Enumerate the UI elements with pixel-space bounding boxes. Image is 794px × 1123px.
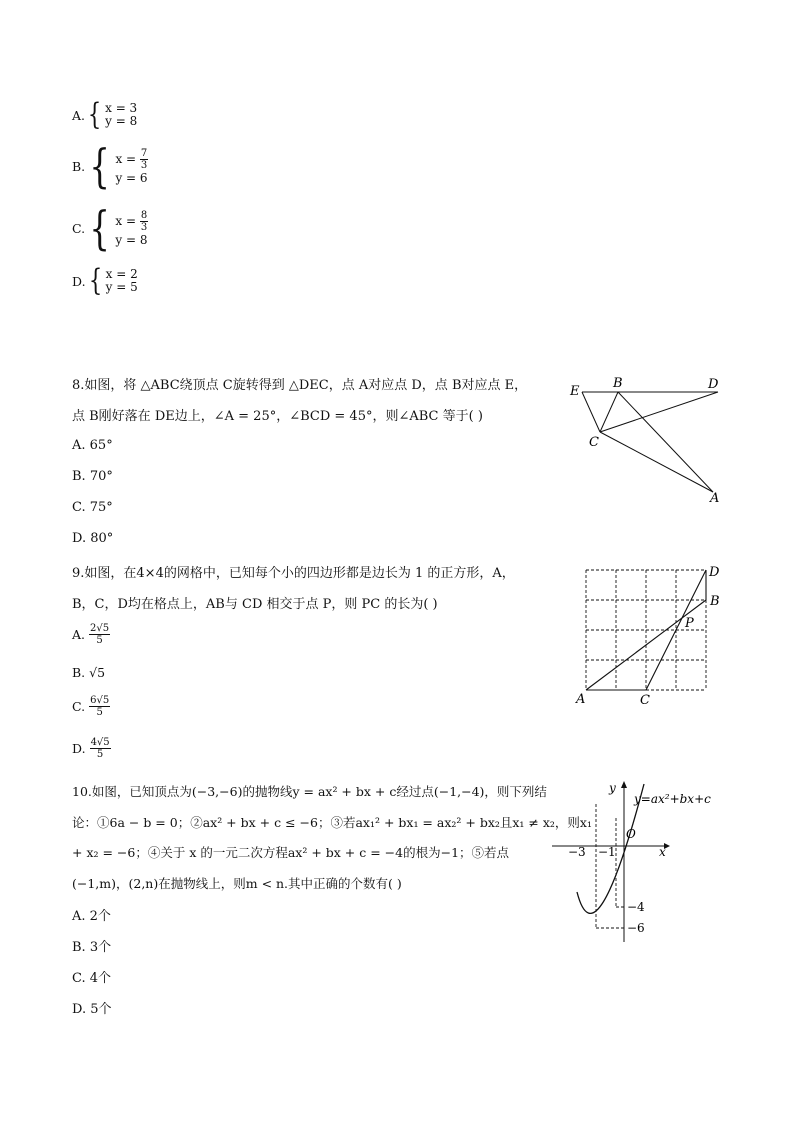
label-A: A [576,692,586,707]
label-E: E [570,384,580,399]
label-P: P [685,616,694,631]
tick-label-neg6: −6 [627,921,645,935]
x-axis-label: x [659,845,666,859]
segment-DC [600,392,718,432]
equation-system [85,201,148,255]
q10-parabola-figure [552,776,742,952]
tick-label-neg1: −1 [598,845,616,859]
label-C: C [589,435,599,450]
q10-option-d: D. 5个 [72,1002,112,1017]
q10-stem-line1: 10.如图，已知顶点为(−3,−6)的抛物线y = ax² + bx + c经过点(−1,−4)，则下列结 [72,784,547,799]
q10-stem-line2: 论：①6a − b = 0；②ax² + bx + c ≤ −6；③若ax₁² + bx₁ = ax₂² + bx₂且x₁ ≠ x₂，则x₁ [72,815,592,830]
y-axis-arrow [621,781,627,788]
q9-option-d: D. $\frac{4√5}{5}$ [72,737,110,760]
label-C: C [640,693,650,708]
brace-icon: { [89,201,110,255]
q8-option-d: D. 80° [72,531,114,546]
option-label: C. [72,220,86,236]
q9-stem-line1: 9.如图，在4×4的网格中，已知每个小的四边形都是边长为 1 的正方形，A， [72,566,515,581]
q10-option-a: A. 2个 [72,909,111,924]
q9-grid-figure [574,560,734,710]
option-label: B. [72,158,86,174]
origin-label: O [626,827,636,841]
fraction: $\frac{2√5}{5}$ [90,623,110,646]
equation-x: x = $\frac{8}{3}$ [115,209,148,233]
q8-option-a: A. 65° [72,438,113,453]
option-label: D. [72,273,86,289]
fraction: $\frac{8}{3}$ [140,209,148,233]
q8-option-c: C. 75° [72,500,113,515]
equation-x: x = $\frac{7}{3}$ [115,147,148,171]
q10-stem-line4: (−1,m)，(2,n)在抛物线上，则m < n.其中正确的个数有( ) [72,876,402,891]
equation-x: x = 3 [105,101,138,115]
brace-icon: { [89,139,111,193]
q10-option-b: B. 3个 [72,940,112,955]
equation-y: y = 8 [105,114,138,128]
q9-option-b: B. √5 [72,665,106,680]
q7-option-d [72,263,138,298]
q8-stem-line1: 8.如图，将 △ABC绕顶点 C旋转得到 △DEC，点 A对应点 D，点 B对应点 E， [72,378,528,393]
label-D: D [709,565,720,580]
fraction: $\frac{7}{3}$ [140,147,148,171]
q10-stem-line3: + x₂ = −6；④关于 x 的一元二次方程ax² + bx + c = −4的根为−1；⑤若点 [72,845,510,860]
equation-y: y = 8 [115,232,148,247]
curve-label: y=ax²+bx+c [634,792,711,806]
tick-label-neg3: −3 [568,845,586,859]
brace-icon: { [88,263,102,298]
q9-option-a: A. $\frac{2√5}{5}$ [72,623,110,646]
label-D: D [708,377,719,392]
label-B: B [710,594,720,609]
segment-BC [600,392,618,432]
q8-triangle-figure [560,370,730,510]
q9-option-c: C. $\frac{6√5}{5}$ [72,695,110,718]
fraction: $\frac{6√5}{5}$ [90,695,110,718]
q7-option-b [72,139,148,193]
q8-stem-line2: 点 B刚好落在 DE边上，∠A = 25°，∠BCD = 45°，则∠ABC 等于( ) [72,409,483,424]
brace-icon: { [87,97,102,132]
tick-label-neg4: −4 [627,900,645,914]
q10-option-c: C. 4个 [72,971,112,986]
q7-option-a [72,97,138,132]
fraction: $\frac{4√5}{5}$ [90,737,110,760]
equation-system [85,97,138,132]
equation-system [85,139,148,193]
label-B: B [613,376,623,391]
option-label: A. [72,107,86,123]
label-A: A [710,491,720,506]
equation-x: x = 2 [105,267,138,281]
segment-BA [618,392,713,492]
q7-option-c [72,201,148,255]
equation-system [86,263,138,298]
q8-option-b: B. 70° [72,469,113,484]
y-axis-label: y [609,781,616,795]
segment-CA [600,432,713,492]
equation-y: y = 5 [105,280,138,294]
segment-EC [582,392,600,432]
q9-stem-line2: B，C，D均在格点上，AB与 CD 相交于点 P，则 PC 的长为( ) [72,597,438,612]
equation-y: y = 6 [115,170,148,185]
